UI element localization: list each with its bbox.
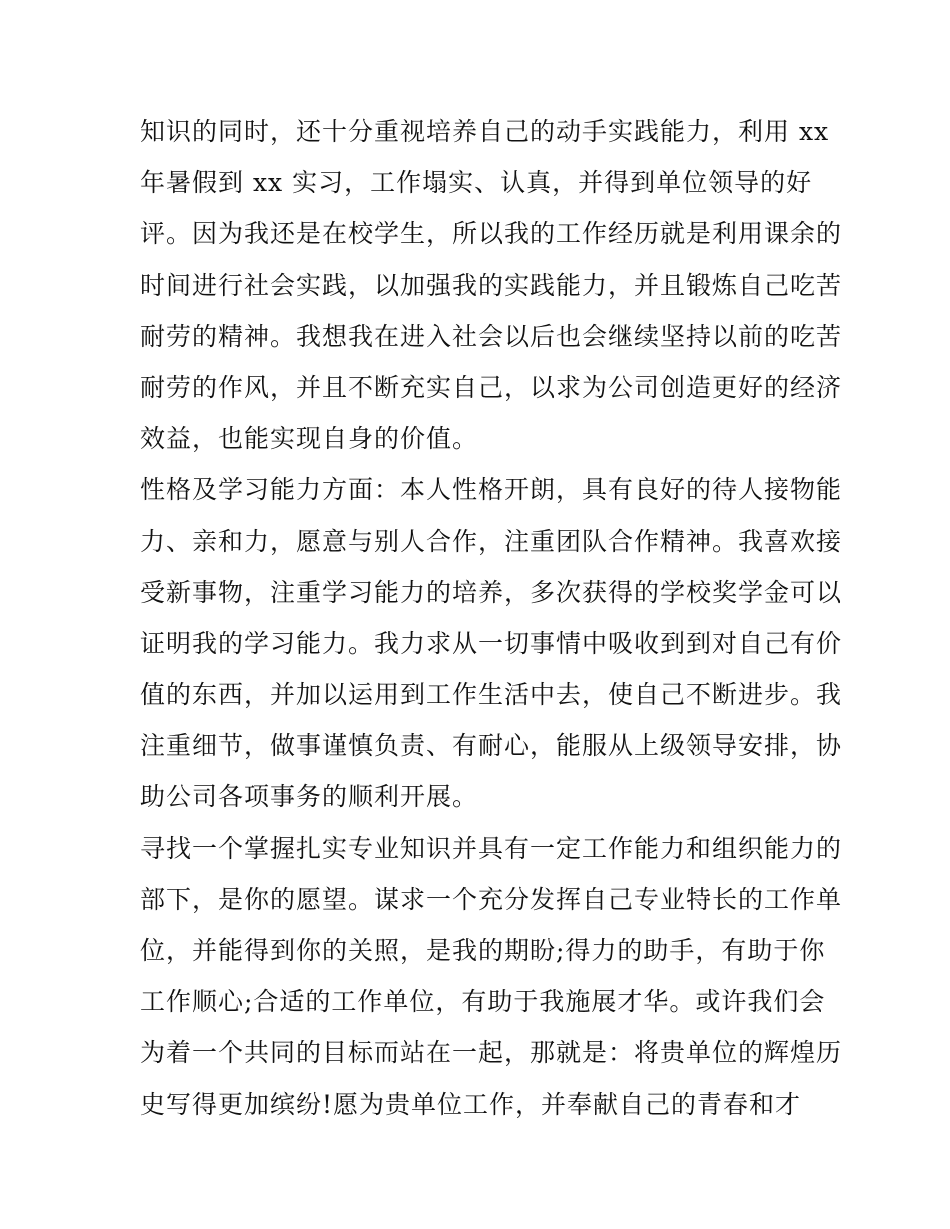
text-line: 工作顺心;合适的工作单位，有助于我施展才华。或许我们会 xyxy=(140,987,826,1017)
document-body xyxy=(140,106,843,1130)
text-line: 效益，也能实现自身的价值。 xyxy=(140,424,479,454)
text-line: 评。因为我还是在校学生，所以我的工作经历就是利用课余的 xyxy=(140,219,843,249)
text-line: 力、亲和力，愿意与别人合作，注重团队合作精神。我喜欢接 xyxy=(140,526,843,556)
text-line: 年暑假到 xx 实习，工作塌实、认真，并得到单位领导的好 xyxy=(140,168,813,198)
text-line: 耐劳的作风，并且不断充实自己，以求为公司创造更好的经济 xyxy=(140,372,843,402)
text-line: 时间进行社会实践，以加强我的实践能力，并且锻炼自己吃苦 xyxy=(140,270,843,300)
text-line: 证明我的学习能力。我力求从一切事情中吸收到到对自己有价 xyxy=(140,628,843,658)
text-line: 知识的同时，还十分重视培养自己的动手实践能力，利用 xx xyxy=(140,117,830,146)
text-line: 受新事物，注重学习能力的培养，多次获得的学校奖学金可以 xyxy=(140,577,843,607)
text-line: 耐劳的精神。我想我在进入社会以后也会继续坚持以前的吃苦 xyxy=(140,321,843,351)
text-line: 部下，是你的愿望。谋求一个充分发挥自己专业特长的工作单 xyxy=(140,884,843,914)
text-line: 助公司各项事务的顺利开展。 xyxy=(140,782,479,812)
text-line: 注重细节，做事谨慎负责、有耐心，能服从上级领导安排，协 xyxy=(140,731,843,761)
text-line: 性格及学习能力方面：本人性格开朗，具有良好的待人接物能 xyxy=(140,475,843,505)
text-line: 值的东西，并加以运用到工作生活中去，使自己不断进步。我 xyxy=(140,680,843,710)
text-line: 史写得更加缤纷!愿为贵单位工作，并奉献自己的青春和才 xyxy=(140,1089,802,1119)
text-line: 为着一个共同的目标而站在一起，那就是：将贵单位的辉煌历 xyxy=(140,1038,843,1068)
text-line: 寻找一个掌握扎实专业知识并具有一定工作能力和组织能力的 xyxy=(140,833,843,863)
text-line: 位，并能得到你的关照，是我的期盼;得力的助手，有助于你 xyxy=(140,936,826,965)
